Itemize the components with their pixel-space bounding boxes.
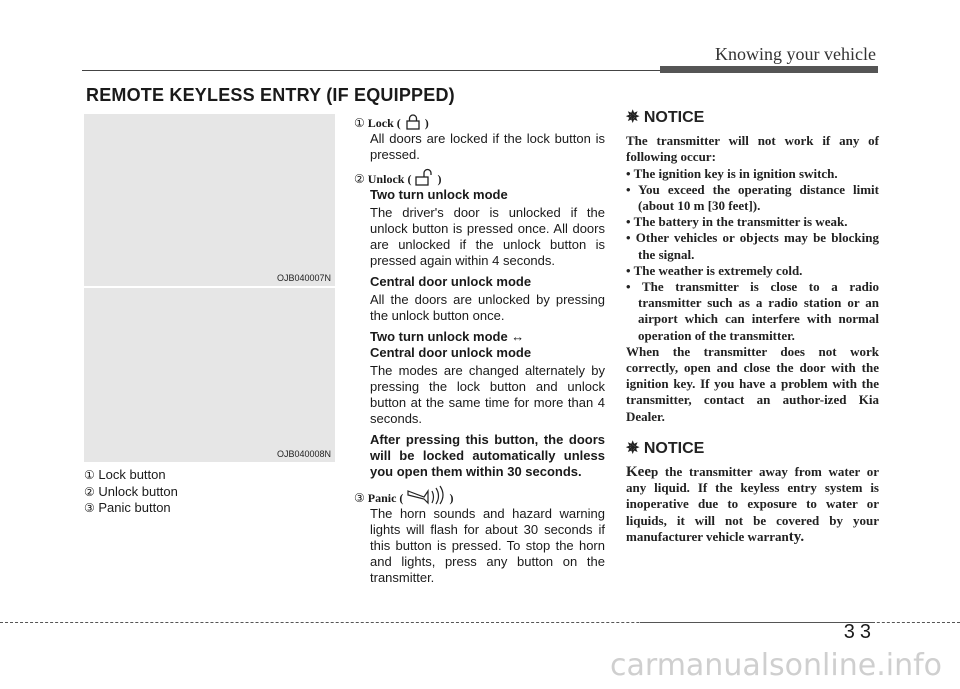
- legend-number: ①: [84, 468, 95, 482]
- legend-number: ③: [84, 501, 95, 515]
- unlock-mode3-title-b: Central door unlock mode: [370, 345, 532, 360]
- footer-rule-accent: [640, 622, 875, 623]
- legend-text: Unlock button: [98, 483, 178, 499]
- panic-number: ③: [354, 491, 365, 505]
- panic-description: The horn sounds and hazard warning lights will flash for about 30 seconds if this button is pressed. To stop the horn and lights, press any button on the transmitter.: [370, 506, 605, 585]
- notice1-outro: When the transmitter does not work correctly, open and close the door with the ignition key. If you have a problem with the transmitter, contact an author-ized Kia Dealer.: [626, 343, 879, 424]
- list-item: • The ignition key is in ignition switch.: [626, 165, 838, 181]
- notice-title: ✵ NOTICE: [626, 439, 705, 457]
- list-item: • You exceed the operating distance limit (about 10 m [30 feet]).: [626, 181, 879, 214]
- list-item: • The battery in the transmitter is weak.: [626, 214, 848, 230]
- notice2-lead: Kee: [626, 464, 651, 481]
- unlock-mode2-desc: All the doors are unlocked by pressing the unlock button once.: [370, 292, 605, 323]
- list-item: • Other vehicles or objects may be blocking the signal.: [626, 230, 879, 262]
- notice2-text: [626, 464, 879, 545]
- unlock-mode3-title-a: Two turn unlock mode ↔: [370, 329, 525, 344]
- legend-number: ②: [84, 484, 95, 499]
- unlock-mode3-title: [370, 329, 605, 361]
- lock-number: ①: [354, 116, 365, 130]
- list-item: • The transmitter is close to a radio transmitter such as a radio station or an airport which can interfere with normal operation of the transmitter.: [626, 279, 879, 343]
- key-image-2: [84, 288, 335, 462]
- button-descriptions: [354, 114, 605, 591]
- button-legend: [84, 467, 178, 517]
- list-item-text: The transmitter is close to a radio transmitter such as a radio station or an airport which can interfere with normal operation of the transmitter.: [638, 279, 879, 343]
- header-rule-accent: [660, 66, 878, 73]
- lock-heading: [354, 114, 605, 131]
- legend-item-unlock: [84, 484, 178, 501]
- panic-close: ): [449, 491, 454, 505]
- section-title: REMOTE KEYLESS ENTRY (IF EQUIPPED): [86, 85, 455, 105]
- list-item-text: The ignition key is in ignition switch.: [633, 165, 838, 181]
- key-image-1: [84, 114, 335, 286]
- panic-heading: [354, 485, 605, 506]
- notice1-list: [626, 166, 879, 344]
- unlock-mode1-title: Two turn unlock mode: [370, 187, 508, 202]
- notice2-body: p the transmitter away from water or any liquid. If the keyless entry system is inoperative due to exposure to water or liquids, it will not be covered by your manufacturer vehicle warran: [626, 464, 879, 544]
- unlock-mode3-desc: The modes are changed alternately by pressing the lock button and unlock button at the same time for more than 4 seconds.: [370, 363, 605, 426]
- unlock-warning: After pressing this button, the doors will be locked automatically unless you open them within 30 seconds.: [370, 432, 605, 479]
- lock-icon: [404, 114, 422, 130]
- legend-item-panic: [84, 500, 178, 517]
- unlock-heading: [354, 168, 605, 187]
- legend-item-lock: [84, 467, 178, 484]
- page-number: 33: [843, 621, 876, 643]
- lock-close: ): [424, 116, 429, 130]
- panic-label: Panic (: [367, 491, 404, 505]
- legend-text: Panic button: [98, 500, 171, 515]
- lock-label: Lock (: [367, 116, 401, 130]
- horn-icon: [406, 485, 446, 505]
- unlock-number: ②: [354, 172, 365, 186]
- legend-text: Lock button: [98, 467, 166, 482]
- notice1-intro: The transmitter will not work if any of following occur:: [626, 133, 879, 165]
- unlock-close: ): [437, 172, 442, 186]
- list-item-text: You exceed the operating distance limit (about 10 m [30 feet]).: [638, 181, 879, 214]
- list-item-text: Other vehicles or objects may be blocking the signal.: [635, 230, 879, 262]
- unlock-label: Unlock (: [367, 172, 412, 186]
- header-title: Knowing your vehicle: [715, 44, 876, 64]
- notices: [626, 110, 879, 545]
- list-item-text: The weather is extremely cold.: [633, 262, 803, 278]
- image-code: OJB040008N: [276, 449, 331, 459]
- watermark: carmanualsonline.info: [610, 648, 942, 683]
- lock-description: All doors are locked if the lock button is pressed.: [370, 131, 605, 162]
- image-code: OJB040007N: [276, 273, 331, 283]
- unlock-mode1-desc: The driver's door is unlocked if the unlock button is pressed once. All doors are unlocked if the unlock button is pressed again within 4 seconds.: [370, 205, 605, 268]
- list-item: • The weather is extremely cold.: [626, 262, 803, 278]
- unlock-icon: [414, 168, 434, 186]
- list-item-text: The battery in the transmitter is weak.: [633, 214, 848, 230]
- notice2-tail: ty.: [788, 528, 805, 545]
- notice-title: ✵ NOTICE: [626, 109, 705, 126]
- unlock-mode2-title: Central door unlock mode: [370, 274, 532, 289]
